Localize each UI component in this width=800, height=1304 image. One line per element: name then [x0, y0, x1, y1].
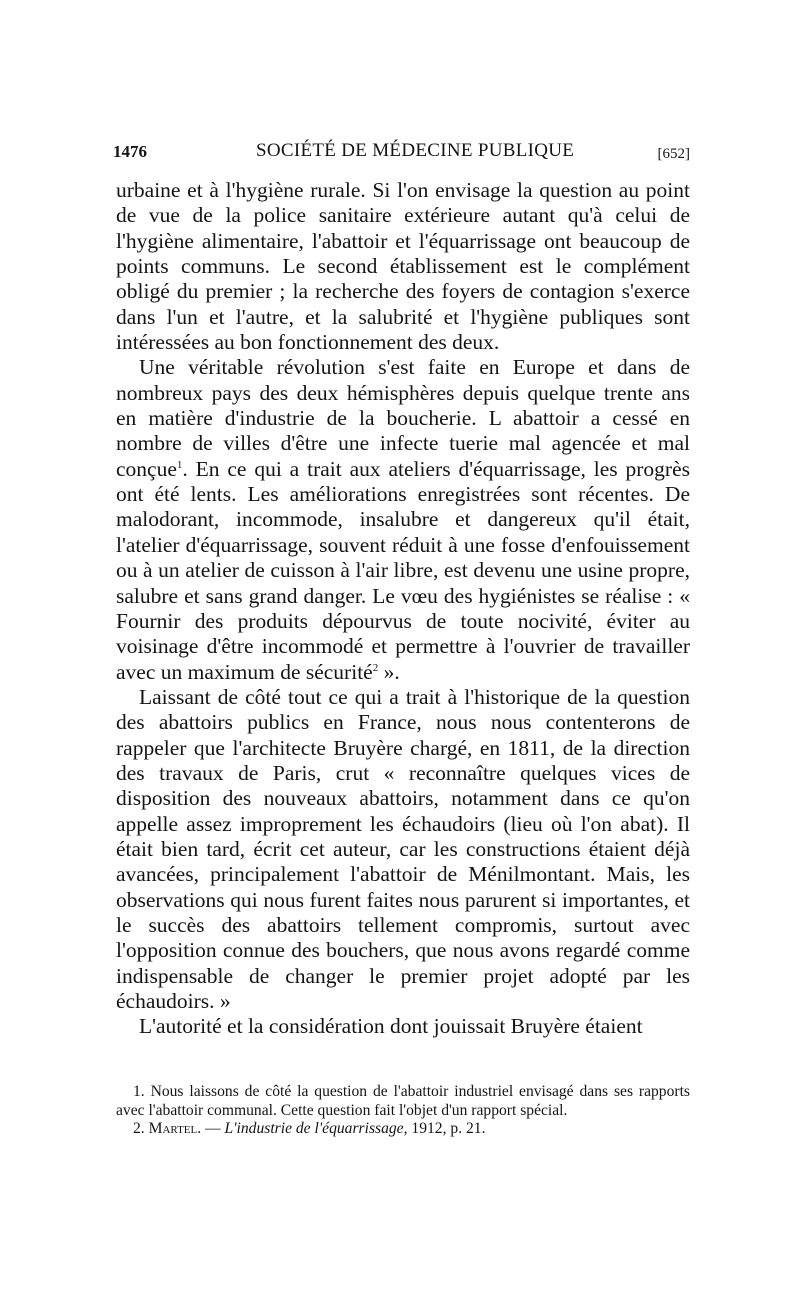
paragraph-3: Laissant de côté tout ce qui a trait à l'historique de la question des abattoirs publics en France, nous nous contenterons de rappeler que l'architecte Bruyère chargé, en 1811, de la direction des travaux de Paris, crut « reconnaître quelques vices de disposition des nouveaux abattoirs, notamment dans ce qu'on appelle assez improprement les échaudoirs (lieu où l'on abat). Il était bien tard, écrit cet auteur, car les constructions étaient déjà avancées, principalement l'abattoir de Ménilmontant. Mais, les observations qui nous furent faites nous parurent si importantes, et le succès des abattoirs tellement compromis, surtout avec l'opposition connue des bouchers, que nous avons regardé comme indispensable de changer le premier projet adopté par les échaudoirs. » [116, 684, 690, 1013]
paragraph-2-part-a: Une véritable révolution s'est faite en Europe et dans de nombreux pays des deux hémisphères depuis quelque trente ans en matière d'industrie de la boucherie. L abattoir a cessé en nombre de villes d'être une infecte tuerie mal agencée et mal conçue [116, 355, 690, 481]
footnote-2-details: , 1912, p. 21. [403, 1120, 486, 1137]
footnote-ref-2[interactable]: 2 [372, 661, 379, 674]
page-reference: [652] [657, 146, 690, 162]
paragraph-4: L'autorité et la considération dont jouissait Bruyère étaient [139, 1014, 643, 1039]
paragraph-2-part-b: . En ce qui a trait aux ateliers d'équarrissage, les progrès ont été lents. Les améliorations enregistrées sont récentes. De malodorant, incommode, insalubre et dangereux qu'il était, l'atelier d'équarrissage, souvent réduit à une fosse d'enfouissement ou à un atelier de cuisson à l'air libre, est devenu une usine propre, salubre et sans grand danger. Le vœu des hygiénistes se réalise : « Fournir des produits dépourvus de toute nocivité, éviter au voisinage d'être incommodé et permettre à l'ouvrier de travailler avec un maximum de sécurité [116, 456, 690, 684]
page-number: 1476 [113, 142, 147, 161]
paragraph-2-part-c: ». [378, 659, 400, 684]
footnote-2-title: L'industrie de l'équarrissage [224, 1120, 404, 1137]
running-title: SOCIÉTÉ DE MÉDECINE PUBLIQUE [256, 140, 575, 161]
footnote-1: 1. Nous laissons de côté la question de l'abattoir industriel envisagé dans ses rapports avec l'abattoir communal. Cette question fait l'objet d'un rapport spécial. [116, 1083, 690, 1119]
footnote-ref-1[interactable]: 1 [176, 458, 183, 471]
footnote-2-number: 2. [133, 1120, 149, 1137]
footnote-2-author: Martel. [148, 1120, 202, 1137]
footnote-2-dash: — [201, 1120, 225, 1137]
footnotes [116, 1083, 690, 1139]
running-header [113, 140, 690, 164]
paragraph-2 [116, 355, 690, 684]
main-text [116, 178, 690, 1040]
footnote-2 [116, 1120, 690, 1139]
paragraph-1: urbaine et à l'hygiène rurale. Si l'on envisage la question au point de vue de la police sanitaire extérieure autant qu'à celui de l'hygiène alimentaire, l'abattoir et l'équarrissage ont beaucoup de points communs. Le second établissement est le complément obligé du premier ; la recherche des foyers de contagion s'exerce dans l'un et l'autre, et la salubrité et l'hygiène publiques sont intéressées au bon fonctionnement des deux. [116, 178, 690, 355]
